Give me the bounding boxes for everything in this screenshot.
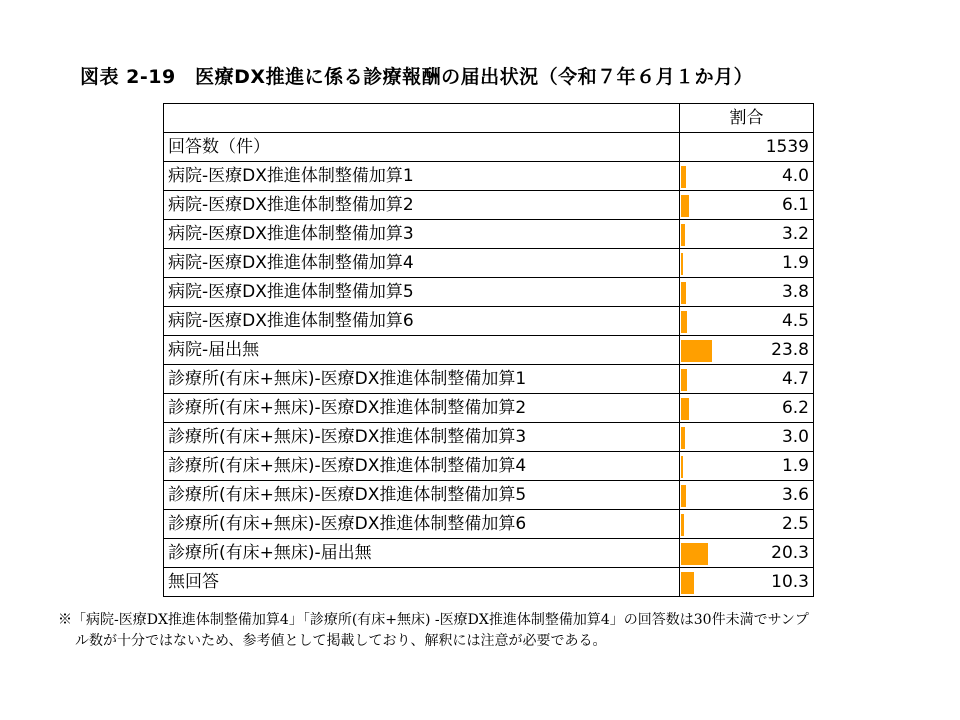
table-row [164, 481, 814, 510]
row-value-cell [680, 249, 814, 278]
data-bar [681, 543, 708, 565]
data-label: 4.7 [781, 369, 809, 389]
data-label: 1.9 [781, 253, 809, 273]
table-row [164, 452, 814, 481]
table-row [164, 365, 814, 394]
row-value-cell [680, 452, 814, 481]
data-label: 3.0 [781, 427, 809, 447]
row-label: 無回答 [164, 568, 680, 597]
row-value-cell [680, 191, 814, 220]
data-bar [681, 427, 685, 449]
chart-title: 図表 2-19 医療DX推進に係る診療報酬の届出状況（令和７年６月１か月） [80, 66, 754, 88]
row-value-cell [680, 336, 814, 365]
data-label: 4.5 [781, 311, 809, 331]
row-value-cell [680, 162, 814, 191]
row-value-cell [680, 220, 814, 249]
data-bar [681, 398, 689, 420]
row-label: 病院-医療DX推進体制整備加算4 [164, 249, 680, 278]
data-label: 20.3 [771, 543, 809, 563]
row-value-cell [680, 307, 814, 336]
row-label: 病院-医療DX推進体制整備加算2 [164, 191, 680, 220]
table-row [164, 539, 814, 568]
row-value-cell [680, 365, 814, 394]
data-label: 2.5 [781, 514, 809, 534]
table-row [164, 336, 814, 365]
data-bar [681, 253, 683, 275]
row-label: 診療所(有床+無床)-医療DX推進体制整備加算6 [164, 510, 680, 539]
data-bar [681, 369, 687, 391]
row-value-cell [680, 539, 814, 568]
table-row [164, 249, 814, 278]
row-label: 病院-医療DX推進体制整備加算1 [164, 162, 680, 191]
data-bar [681, 224, 685, 246]
row-label: 回答数（件） [164, 133, 680, 162]
table-row [164, 278, 814, 307]
row-label: 診療所(有床+無床)-医療DX推進体制整備加算3 [164, 423, 680, 452]
row-value-cell [680, 481, 814, 510]
row-value-cell [680, 510, 814, 539]
row-value-cell [680, 568, 814, 597]
data-label: 3.2 [781, 224, 809, 244]
row-label: 診療所(有床+無床)-届出無 [164, 539, 680, 568]
row-value-cell [680, 394, 814, 423]
row-value-cell [680, 423, 814, 452]
table-row [164, 220, 814, 249]
footnote [58, 610, 908, 652]
data-label: 1.9 [781, 456, 809, 476]
row-value-cell [680, 278, 814, 307]
table-row [164, 191, 814, 220]
row-label: 診療所(有床+無床)-医療DX推進体制整備加算1 [164, 365, 680, 394]
row-label: 病院-医療DX推進体制整備加算3 [164, 220, 680, 249]
table-row [164, 510, 814, 539]
data-bar [681, 485, 686, 507]
data-bar [681, 514, 684, 536]
data-label: 6.2 [781, 398, 809, 418]
data-bar [681, 166, 686, 188]
table-row [164, 394, 814, 423]
footnote-line-2: ル数が十分ではないため、参考値として掲載しており、解釈には注意が必要である。 [75, 633, 607, 649]
response-count-value: 1539 [765, 137, 809, 157]
data-label: 6.1 [781, 195, 809, 215]
data-bar [681, 572, 694, 594]
row-label: 病院-届出無 [164, 336, 680, 365]
header-label-cell [164, 104, 680, 133]
data-label: 4.0 [781, 166, 809, 186]
data-bar [681, 456, 683, 478]
table-row [164, 133, 814, 162]
table-row [164, 568, 814, 597]
header-ratio-cell: 割合 [680, 104, 814, 133]
data-label: 3.8 [781, 282, 809, 302]
data-bar [681, 195, 689, 217]
row-label: 病院-医療DX推進体制整備加算5 [164, 278, 680, 307]
data-label: 3.6 [781, 485, 809, 505]
row-label: 病院-医療DX推進体制整備加算6 [164, 307, 680, 336]
table-row [164, 307, 814, 336]
row-label: 診療所(有床+無床)-医療DX推進体制整備加算5 [164, 481, 680, 510]
table-header-row [164, 104, 814, 133]
row-label: 診療所(有床+無床)-医療DX推進体制整備加算2 [164, 394, 680, 423]
footnote-line-1: ※「病院-医療DX推進体制整備加算4」「診療所(有床+無床) -医療DX推進体制整備加算4」の回答数は30件未満でサンプ [58, 612, 809, 628]
data-bar [681, 282, 686, 304]
data-bar [681, 340, 712, 362]
data-label: 23.8 [771, 340, 809, 360]
data-table [163, 103, 814, 597]
row-label: 診療所(有床+無床)-医療DX推進体制整備加算4 [164, 452, 680, 481]
data-bar [681, 311, 687, 333]
data-label: 10.3 [771, 572, 809, 592]
row-value-cell [680, 133, 814, 162]
table-row [164, 423, 814, 452]
table-row [164, 162, 814, 191]
